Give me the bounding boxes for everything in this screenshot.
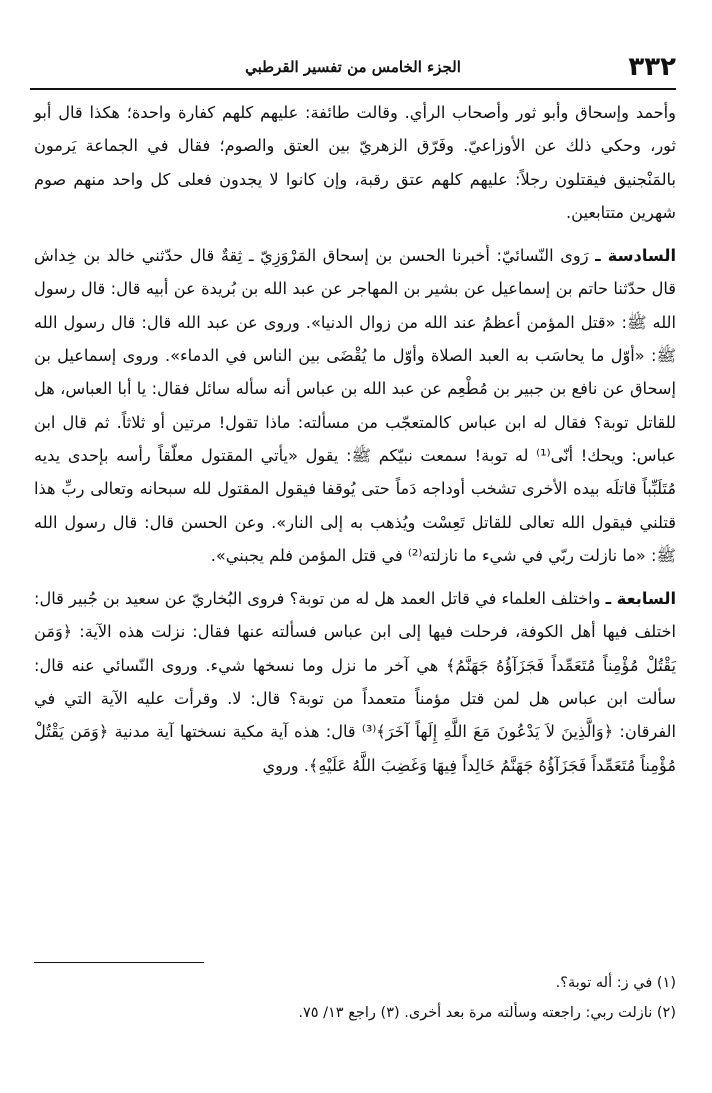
section-heading-sixth: السادسة ـ [595,246,676,266]
paragraph-3 [34,582,676,782]
paragraph-3-text: واختلف العلماء في قاتل العمد هل له من توبة؟ فروى البُخاريّ عن سعيد بن جُبير قال: اختلف فيها أهل الكوفة، فرحلت فيها إلى ابن عباس فسألته عنها فقال: نزلت هذه الآية: ﴿وَمَن يَقْتُلْ مُؤْمِناً مُتَعَمِّداً فَجَزَآؤُهُ جَهَنَّمُ﴾ هي آخر ما نزل وما نسخها شيء. وروى النّسائي عنه قال: سألت ابن عباس هل لمن قتل مؤمناً متعمداً من توبة؟ قال: لا. وقرأت عليه الآية التي في الفرقان: ﴿وَالَّذِينَ لاَ يَدْعُونَ مَعَ اللَّهِ إِلَهاً آخَرَ﴾⁽³⁾ قال: هذه آية مكية نسختها آية مدنية ﴿وَمَن يَقْتُلْ مُؤْمِناً مُتَعَمِّداً فَجَزَآؤُهُ جَهَنَّمُ خَالِداً فِيهَا وَغَضِبَ اللَّهُ عَلَيْهِ﴾. وروي [34,589,676,775]
footnote-rule [34,962,204,963]
paragraph-2-text: رَوى النّسائيّ: أخبرنا الحسن بن إسحاق المَرْوَزِيّ ـ ثِقةٌ قال حدّثني خالد بن خِداش قال حدّثنا حاتم بن إسماعيل عن بشير بن المهاجر عن عبد الله بن بُريدة عن أبيه قال: قال رسول الله ﷺ: «قتل المؤمن أعظمُ عند الله من زوال الدنيا». وروى عن عبد الله قال: قال رسول الله ﷺ: «أوّل ما يحاسَب به العبد الصلاة وأوّل ما يُقْضَى بين الناس في الدماء». وروى إسماعيل بن إسحاق عن نافع بن جبير بن مُطْعِم عن عبد الله بن عباس أنه سأله سائل فقال: يا أبا العباس، هل للقاتل توبة؟ فقال له ابن عباس كالمتعجّب من مسألته: ماذا تقول! مرتين أو ثلاثاً. ثم قال ابن عباس: ويحك! أنّى⁽¹⁾ له توبة! سمعت نبيّكم ﷺ: يقول «يأتي المقتول معلّقاً رأسه بإحدى يديه مُتَلَبِّباً قاتلَه بيده الأخرى تشخب أوداجه دَماً حتى يُوقفا فيقول المقتول لله سبحانه وتعالى ربِّ هذا قتلني فيقول الله تعالى للقاتل تَعِسْت ويُذهب به إلى النار». وعن الحسن قال: قال رسول الله ﷺ: «ما نازلت ربّي في شيء ما نازلته⁽²⁾ في قتل المؤمن فلم يجبني». [34,246,677,565]
footnotes [34,968,676,1028]
section-heading-seventh: السابعة ـ [605,589,676,609]
paragraph-2 [34,239,676,572]
header-rule [30,88,676,90]
running-title: الجزء الخامس من تفسير القرطبي [245,58,461,76]
footnote-2-3: (٢) نازلت ربي: راجعته وسألته مرة بعد أخرى. (٣) راجع ١٣/ ٧٥. [298,1005,676,1021]
body-text [34,96,676,782]
paragraph-1: وأحمد وإسحاق وأبو ثور وأصحاب الرأي. وقالت طائفة: عليهم كلهم كفارة واحدة؛ هكذا قال أبو ثور، وحكي ذلك عن الأوزاعيّ. وفَرّق الزهريّ بين العتق والصوم؛ فقال في الجماعة يَرمون بالمَنْجنيق فيقتلون رجلاً: عليهم كلهم عتق رقبة، وإن كانوا لا يجدون فعلى كل واحد منهم صوم شهرين متتابعين. [34,103,676,222]
footnote-1: (١) في ز: أله توبة؟. [555,975,676,991]
page-header [30,50,676,90]
page-number: ٣٣٢ [628,52,676,82]
